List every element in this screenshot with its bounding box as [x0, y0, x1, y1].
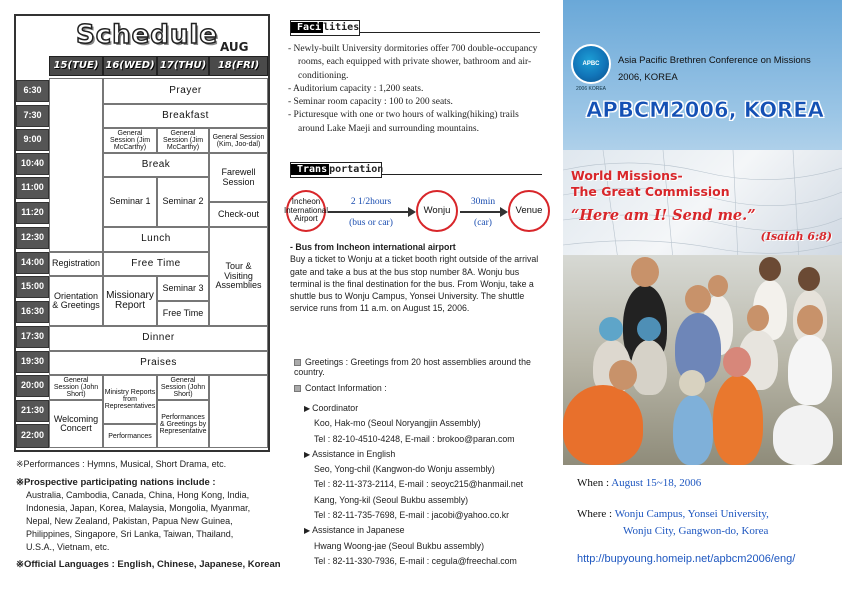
facilities-heading-rest: lities [323, 22, 360, 33]
where-line1: Wonju Campus, Yonsei University, [614, 508, 769, 520]
event-performances: Performances & Greetings by Representative [157, 400, 209, 448]
note-nations-line: Indonesia, Japan, Korea, Malaysia, Mongolia, Myanmar, [26, 503, 251, 513]
contact-line: Tel : 82-10-4510-4248, E-mail : brokoo@paran.com [314, 433, 515, 444]
time-slot: 14:00 [16, 252, 49, 274]
day-header: 17(THU) [157, 56, 209, 76]
time-slot: 11:20 [16, 202, 49, 224]
event-dinner: Dinner [49, 326, 268, 351]
time-slot: 16:30 [16, 301, 49, 323]
greetings-text: Greetings : Greetings from 20 host assemblies around the country. [294, 357, 531, 377]
event-when [577, 477, 701, 489]
where-line2: Wonju City, Gangwon-do, Korea [623, 525, 769, 537]
when-label: When : [577, 477, 610, 489]
person-head [685, 285, 711, 313]
facility-item: - Newly-built University dormitories offer 700 double-occupancy rooms, each equipped with private shower, bathroom and air-conditioning. [288, 44, 538, 81]
time-slot: 11:00 [16, 177, 49, 199]
time-slot: 6:30 [16, 80, 49, 102]
facilities-heading-dark: Faci [291, 22, 323, 33]
where-label: Where : [577, 508, 613, 520]
event-registration: Registration [49, 252, 103, 276]
transportation-heading [290, 162, 382, 178]
contact-role: ▶ Assistance in English [304, 447, 554, 462]
person-figure [563, 385, 643, 465]
map-texture [563, 150, 842, 260]
logo-caption: 2006 KOREA [575, 86, 607, 92]
schedule-grid [16, 16, 268, 450]
day-header: 16(WED) [103, 56, 157, 76]
event-general-session: General Session (Kim, Joo-dal) [209, 128, 268, 153]
contact-role: ▶ Coordinator [304, 401, 554, 416]
event-tour: Tour & Visiting Assemblies [209, 227, 268, 326]
event-lunch: Lunch [103, 227, 209, 252]
contact-line: Kang, Yong-kil (Seoul Bukbu assembly) [314, 494, 469, 505]
motto [571, 168, 831, 200]
schedule-notes [16, 458, 282, 571]
motto-line1: World Missions- [571, 168, 683, 183]
transportation-heading-dark: Trans [291, 164, 329, 175]
event-seminar-1: Seminar 1 [103, 177, 157, 227]
person-head [708, 275, 728, 297]
contact-heading [294, 383, 387, 393]
contact-line: Tel : 82-11-735-7698, E-mail : jacobi@yahoo.co.kr [314, 510, 510, 521]
day-header: 15(TUE) [49, 56, 103, 76]
time-slot: 12:30 [16, 227, 49, 249]
contact-line: Hwang Woong-jae (Seoul Bukbu assembly) [314, 540, 484, 551]
event-orientation: Orientation & Greetings [49, 276, 103, 326]
person-head [797, 305, 823, 335]
conference-name-line2: 2006, KOREA [618, 72, 678, 83]
event-where [577, 506, 769, 540]
leg1-mode: (bus or car) [349, 218, 393, 228]
divider [360, 32, 540, 33]
contact-line: Koo, Hak-mo (Seoul Noryangjin Assembly) [314, 418, 481, 429]
person-head [723, 347, 751, 377]
wonju-node: Wonju [416, 190, 458, 232]
conference-name-line1: Asia Pacific Brethren Conference on Missions [618, 55, 811, 66]
conference-logo-icon: APBC [571, 44, 611, 84]
event-break: Break [103, 153, 209, 177]
venue-node: Venue [508, 190, 550, 232]
person-figure [773, 405, 833, 465]
contact-line: Seo, Yong-chil (Kangwon-do Wonju assembly) [314, 464, 495, 475]
website-link[interactable]: http://bupyoung.homeip.net/apbcm2006/eng/ [577, 553, 796, 565]
time-slot: 10:40 [16, 153, 49, 175]
event-performances: Performances [103, 424, 157, 448]
bus-text: Buy a ticket to Wonju at a ticket booth right outside of the arrival gate and take a bus at the bus stop number 8A. Wonju bus terminal is the final destination for the bus. From Wonju, take a shuttle bus to Wonju Campus, Yonsei University. The shuttle service runs from 11 a.m. on August 15, 2006. [290, 254, 539, 314]
person-head [637, 317, 661, 341]
route-arrow-icon [328, 211, 414, 213]
event-breakfast: Breakfast [103, 104, 268, 128]
event-farewell: Farewell Session [209, 153, 268, 202]
schedule-month: AUG [220, 40, 249, 54]
when-value: August 15~18, 2006 [611, 477, 702, 489]
contact-line: Tel : 82-11-330-7936, E-mail : cegula@freechal.com [314, 555, 517, 566]
person-head [631, 257, 659, 287]
person-figure [631, 340, 667, 395]
person-head [759, 257, 781, 281]
note-nations-line: Philippines, Singapore, Sri Lanka, Taiwan, Thailand, [26, 529, 234, 539]
time-slot: 21:30 [16, 400, 49, 422]
event-seminar-2: Seminar 2 [157, 177, 209, 227]
facility-item: - Auditorium capacity : 1,200 seats. [288, 83, 424, 94]
note-nations-heading: ※Prospective participating nations include : [16, 477, 216, 488]
person-figure [788, 335, 832, 405]
contact-line: Tel : 82-11-373-2114, E-mail : seoyc215@hanmail.net [314, 479, 524, 490]
time-slot: 20:00 [16, 375, 49, 397]
bullet-square-icon [294, 385, 301, 392]
divider [382, 174, 542, 175]
person-figure [673, 395, 713, 465]
day-header: 18(FRI) [209, 56, 268, 76]
poster-image [563, 0, 842, 465]
contact-list [304, 401, 554, 569]
time-slot: 19:30 [16, 351, 49, 373]
time-slot: 15:00 [16, 276, 49, 298]
empty-slot [209, 375, 268, 448]
facilities-list [288, 43, 544, 136]
airport-node: Incheon International Airport [286, 190, 326, 232]
person-figure [713, 375, 763, 465]
transportation-heading-rest: portation [329, 164, 384, 175]
event-praises: Praises [49, 351, 268, 375]
event-general-session: General Session (John Short) [49, 375, 103, 400]
event-ministry-reports: Ministry Reports from Representatives [103, 375, 157, 424]
person-head [798, 267, 820, 291]
event-checkout: Check-out [209, 202, 268, 227]
facility-item: - Picturesque with one or two hours of walking(hiking) trails around Lake Maeji and surrounding mountains. [288, 110, 519, 134]
event-welcoming-concert: Welcoming Concert [49, 400, 103, 448]
event-missionary-report: Missionary Report [103, 276, 157, 326]
facility-item: - Seminar room capacity : 100 to 200 seats. [288, 97, 453, 108]
empty-slot [49, 78, 103, 252]
world-map-background [563, 150, 842, 260]
bus-heading: - Bus from Incheon international airport [290, 242, 456, 252]
person-head [609, 360, 637, 390]
leg1-time: 2 1/2hours [350, 197, 392, 207]
group-photo [563, 255, 842, 465]
leg2-time: 30min [470, 197, 496, 207]
time-slot: 22:00 [16, 424, 49, 448]
event-general-session: General Session (John Short) [157, 375, 209, 400]
person-head [747, 305, 769, 331]
event-seminar-3: Seminar 3 [157, 276, 209, 301]
route-arrow-icon [460, 211, 506, 213]
note-nations-line: Australia, Cambodia, Canada, China, Hong Kong, India, [26, 490, 250, 500]
note-performances: ※Performances : Hymns, Musical, Short Drama, etc. [16, 459, 227, 469]
motto-line2: The Great Commission [571, 184, 730, 199]
contact-heading-text: Contact Information : [305, 383, 387, 393]
conference-name [618, 52, 838, 86]
time-slot: 9:00 [16, 129, 49, 151]
event-general-session: General Session (Jim McCarthy) [157, 128, 209, 153]
person-head [679, 370, 705, 396]
person-head [599, 317, 623, 341]
schedule-title: Schedule [76, 20, 218, 50]
schedule-table [14, 14, 270, 452]
time-slot: 17:30 [16, 326, 49, 348]
bible-verse: “Here am I! Send me.” [571, 207, 756, 224]
time-slot: 7:30 [16, 105, 49, 127]
greetings [294, 357, 558, 377]
event-general-session: General Session (Jim McCarthy) [103, 128, 157, 153]
event-prayer: Prayer [103, 78, 268, 104]
bullet-square-icon [294, 359, 301, 366]
note-languages: ※Official Languages : English, Chinese, Japanese, Korean [16, 559, 281, 570]
contact-role: ▶ Assistance in Japanese [304, 523, 554, 538]
bus-info [290, 241, 548, 315]
event-free-time-2: Free Time [157, 301, 209, 326]
facilities-heading [290, 20, 360, 36]
conference-title: APBCM2006, KOREA [586, 98, 824, 122]
leg2-mode: (car) [474, 218, 492, 228]
event-free-time: Free Time [103, 252, 209, 276]
note-nations-line: Nepal, New Zealand, Pakistan, Papua New Guinea, [26, 516, 233, 526]
note-nations-line: U.S.A., Vietnam, etc. [26, 542, 110, 552]
bible-reference: (Isaiah 6:8) [760, 230, 832, 243]
